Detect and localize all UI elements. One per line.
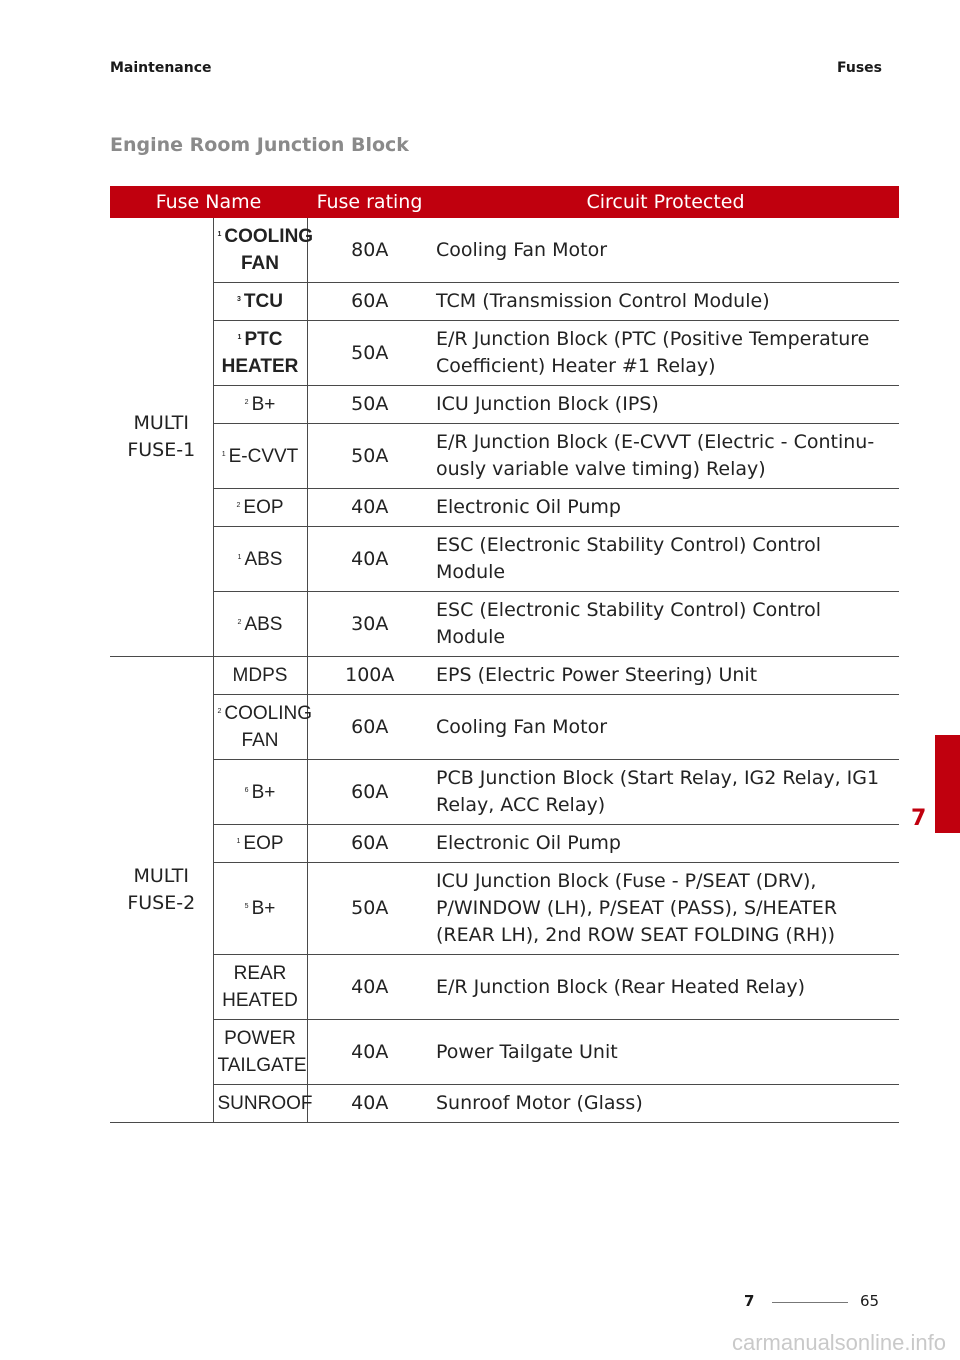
fuse-number: 1 xyxy=(237,334,242,341)
table-row xyxy=(110,489,899,527)
fuse-name-cell xyxy=(213,955,307,1020)
fuse-number: 1 xyxy=(217,231,222,238)
table-row xyxy=(110,527,899,592)
table-row xyxy=(110,657,899,695)
fuse-name-cell xyxy=(213,825,307,863)
fuse-rating: 30A xyxy=(307,592,432,657)
circuit-protected: PCB Junction Block (Start Relay, IG2 Relay, IG1 Relay, ACC Relay) xyxy=(432,760,899,825)
fuse-rating: 40A xyxy=(307,1020,432,1085)
footer-divider xyxy=(772,1302,848,1303)
fuse-name: EOP xyxy=(243,833,284,854)
fuse-name: MDPS xyxy=(232,665,288,686)
page-title: Engine Room Junction Block xyxy=(110,134,409,156)
fuse-number: 5 xyxy=(244,903,249,910)
table-row xyxy=(110,1020,899,1085)
fuse-name-cell xyxy=(213,1020,307,1085)
fuse-name: ABS xyxy=(244,548,283,570)
fuse-rating: 50A xyxy=(307,386,432,424)
fuse-name: REAR HEATED xyxy=(222,963,298,1011)
footer-page-number: 65 xyxy=(860,1292,880,1310)
fuse-name-cell xyxy=(213,321,307,386)
fuse-rating: 50A xyxy=(307,321,432,386)
chapter-side-number: 7 xyxy=(911,806,927,831)
watermark: carmanualsonline.info xyxy=(731,1330,946,1355)
table-row xyxy=(110,321,899,386)
fuse-rating: 100A xyxy=(307,657,432,695)
fuse-table xyxy=(110,186,899,1123)
fuse-number: 3 xyxy=(237,296,241,303)
column-header-fuse-rating: Fuse rating xyxy=(307,186,432,218)
circuit-protected: E/R Junction Block (E-CVVT (Electric - Continu-ously variable valve timing) Relay) xyxy=(432,424,899,489)
table-row xyxy=(110,955,899,1020)
table-row xyxy=(110,825,899,863)
fuse-rating: 60A xyxy=(307,283,432,321)
circuit-protected: Sunroof Motor (Glass) xyxy=(432,1085,899,1123)
fuse-rating: 60A xyxy=(307,760,432,825)
fuse-name: EOP xyxy=(243,497,284,518)
fuse-rating: 40A xyxy=(307,955,432,1020)
fuse-name-cell xyxy=(213,592,307,657)
fuse-number: 2 xyxy=(244,399,249,406)
fuse-name: B+ xyxy=(251,394,276,415)
fuse-name: E-CVVT xyxy=(228,445,299,467)
circuit-protected: ESC (Electronic Stability Control) Control Module xyxy=(432,592,899,657)
column-header-fuse-name: Fuse Name xyxy=(110,186,307,218)
fuse-name-cell xyxy=(213,218,314,283)
table-row xyxy=(110,592,899,657)
fuse-rating: 40A xyxy=(307,489,432,527)
table-row xyxy=(110,424,899,489)
fuse-name-cell xyxy=(213,527,307,592)
fuse-name: ABS xyxy=(244,613,283,635)
fuse-group-name: MULTI FUSE-2 xyxy=(110,657,213,1123)
table-row xyxy=(110,695,899,760)
fuse-number: 1 xyxy=(237,553,242,561)
table-row xyxy=(110,283,899,321)
fuse-table-body xyxy=(110,218,899,1123)
fuse-rating: 50A xyxy=(307,424,432,489)
fuse-rating: 40A xyxy=(307,527,432,592)
fuse-number: 1 xyxy=(236,838,241,845)
fuse-name: COOLING FAN xyxy=(224,703,313,751)
circuit-protected: Cooling Fan Motor xyxy=(432,218,899,283)
fuse-name-cell xyxy=(213,1085,313,1123)
fuse-name: B+ xyxy=(251,898,276,919)
fuse-name: B+ xyxy=(251,781,276,803)
fuse-name-cell xyxy=(213,283,307,321)
header-topic: Fuses xyxy=(837,60,882,76)
fuse-name-cell xyxy=(213,695,313,760)
table-row xyxy=(110,218,899,283)
circuit-protected: Cooling Fan Motor xyxy=(432,695,899,760)
fuse-name: POWER TAILGATE xyxy=(217,1028,307,1076)
fuse-name-cell xyxy=(213,657,307,695)
fuse-group-name: MULTI FUSE-1 xyxy=(110,218,213,657)
fuse-name-cell xyxy=(213,386,307,424)
circuit-protected: E/R Junction Block (Rear Heated Relay) xyxy=(432,955,899,1020)
circuit-protected: ICU Junction Block (Fuse - P/SEAT (DRV), P/WINDOW (LH), P/SEAT (PASS), S/HEATER (REAR LH), 2nd ROW SEAT FOLDING (RH)) xyxy=(432,863,899,955)
column-header-circuit: Circuit Protected xyxy=(432,186,899,218)
fuse-name-cell xyxy=(213,863,307,955)
table-row xyxy=(110,760,899,825)
table-row xyxy=(110,863,899,955)
footer-chapter: 7 xyxy=(744,1292,755,1310)
fuse-number: 1 xyxy=(221,450,226,458)
circuit-protected: EPS (Electric Power Steering) Unit xyxy=(432,657,899,695)
fuse-rating: 60A xyxy=(307,825,432,863)
fuse-number: 2 xyxy=(237,618,242,626)
chapter-side-tab xyxy=(935,735,960,833)
circuit-protected: TCM (Transmission Control Module) xyxy=(432,283,899,321)
header-section: Maintenance xyxy=(110,60,212,76)
circuit-protected: Electronic Oil Pump xyxy=(432,825,899,863)
table-row xyxy=(110,386,899,424)
table-header-row xyxy=(110,186,899,218)
fuse-name-cell xyxy=(213,760,307,825)
fuse-name: SUNROOF xyxy=(217,1093,313,1114)
fuse-name: TCU xyxy=(243,291,283,312)
fuse-name-cell xyxy=(213,424,307,489)
fuse-number: 6 xyxy=(244,786,249,794)
fuse-number: 2 xyxy=(236,502,241,509)
fuse-rating: 50A xyxy=(307,863,432,955)
circuit-protected: ESC (Electronic Stability Control) Control Module xyxy=(432,527,899,592)
circuit-protected: Power Tailgate Unit xyxy=(432,1020,899,1085)
fuse-rating: 60A xyxy=(307,695,432,760)
table-row xyxy=(110,1085,899,1123)
circuit-protected: ICU Junction Block (IPS) xyxy=(432,386,899,424)
fuse-number: 2 xyxy=(217,708,222,715)
fuse-name: PTC HEATER xyxy=(221,329,299,377)
fuse-rating: 80A xyxy=(307,218,432,283)
fuse-rating: 40A xyxy=(307,1085,432,1123)
fuse-name-cell xyxy=(213,489,307,527)
fuse-name: COOLING FAN xyxy=(224,226,314,274)
circuit-protected: Electronic Oil Pump xyxy=(432,489,899,527)
circuit-protected: E/R Junction Block (PTC (Positive Temperature Coefficient) Heater #1 Relay) xyxy=(432,321,899,386)
